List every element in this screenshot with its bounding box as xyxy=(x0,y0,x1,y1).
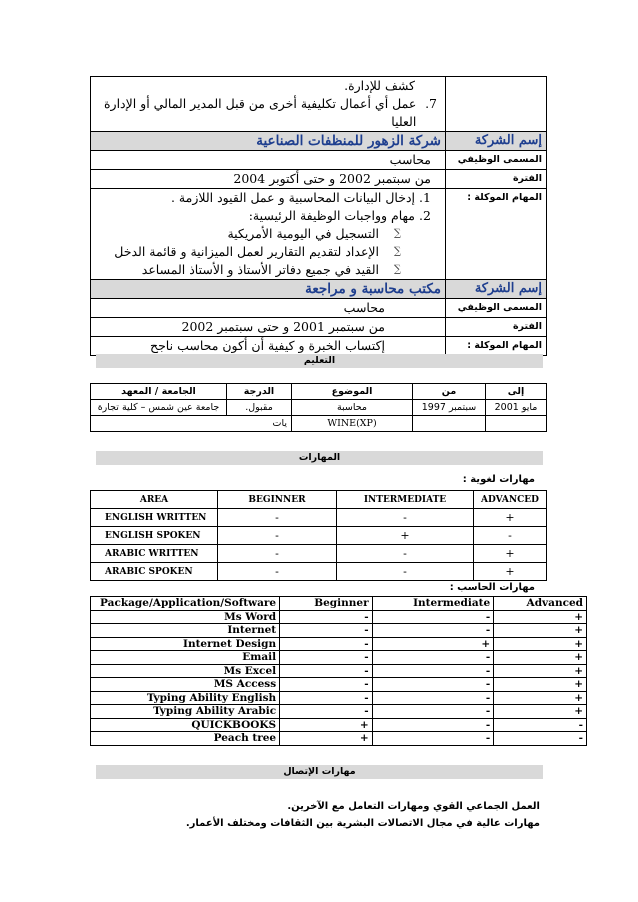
computer-skill-row xyxy=(91,705,587,719)
computer-skill-row xyxy=(91,637,587,651)
skill-name: MS Access xyxy=(91,678,280,692)
computer-skill-row xyxy=(91,610,587,624)
edu-from: سبتمبر 1997 xyxy=(413,400,486,416)
language-beginner: - xyxy=(218,509,337,527)
task-text: عمل أي أعمال تكليفية أخرى من قبل المدير المالي أو الإدارة العليا xyxy=(103,96,417,129)
skill-advanced: + xyxy=(494,624,587,638)
skill-beginner: - xyxy=(280,691,373,705)
header-from: من xyxy=(413,384,486,400)
skill-advanced: + xyxy=(494,610,587,624)
skill-intermediate: + xyxy=(372,637,494,651)
header-subject: الموضوع xyxy=(292,384,413,400)
task-item: 2. مهام وواجبات الوظيفة الرئيسية: xyxy=(95,207,415,225)
communication-skills xyxy=(186,798,540,832)
skills-section-bar: المهارات xyxy=(96,451,543,465)
job2-company-row xyxy=(91,280,547,299)
language-beginner: - xyxy=(218,527,337,545)
skill-intermediate: - xyxy=(372,691,494,705)
edu-subject: WINE(XP) xyxy=(292,416,413,432)
tasks-label: المهام الموكلة : xyxy=(446,337,547,356)
language-intermediate: - xyxy=(337,509,474,527)
skill-intermediate: - xyxy=(372,678,494,692)
computer-skills-table xyxy=(90,596,587,746)
skill-name: Typing Ability English xyxy=(91,691,280,705)
subtask-list xyxy=(95,225,441,279)
computer-skills-caption: مهارات الحاسب : xyxy=(449,582,535,593)
skill-name: Internet Design xyxy=(91,637,280,651)
education-table xyxy=(90,383,547,432)
education-row xyxy=(91,400,547,416)
language-area: ARABIC WRITTEN xyxy=(91,545,218,563)
computer-skill-row xyxy=(91,651,587,665)
education-section-bar: التعليم xyxy=(96,354,543,368)
header-package: Package/Application/Software xyxy=(91,597,280,611)
language-skills-table xyxy=(90,490,547,581)
skill-intermediate: - xyxy=(372,624,494,638)
skill-advanced: + xyxy=(494,651,587,665)
job-title: محاسب xyxy=(91,151,446,170)
computer-skill-row xyxy=(91,691,587,705)
communication-line: مهارات عالية في مجال الاتصالات البشرية بين الثقافات ومختلف الأعمار. xyxy=(185,818,540,829)
continued-tasks-cell xyxy=(91,77,446,132)
period-label: الفترة xyxy=(446,318,547,337)
computer-skill-row xyxy=(91,664,587,678)
language-skills-caption: مهارات لغوية : xyxy=(462,474,535,485)
skill-beginner: - xyxy=(280,651,373,665)
job-period: من سبتمبر 2001 و حتى سبتمبر 2002 xyxy=(91,318,446,337)
skill-intermediate: - xyxy=(372,610,494,624)
language-header-row xyxy=(91,491,547,509)
language-area: ARABIC SPOKEN xyxy=(91,563,218,581)
edu-degree: مقبول. xyxy=(227,400,292,416)
skill-intermediate: - xyxy=(372,664,494,678)
task-number: 7. xyxy=(425,96,437,111)
computer-skills-body xyxy=(91,610,587,745)
language-row xyxy=(91,527,547,545)
skill-advanced: - xyxy=(494,732,587,746)
language-intermediate: - xyxy=(337,563,474,581)
skill-beginner: - xyxy=(280,624,373,638)
job2-tasks-row xyxy=(91,337,547,356)
subtask-item: ∑ الإعداد لتقديم التقارير لعمل الميزانية و قائمة الدخل xyxy=(95,243,379,261)
job1-tasks-row xyxy=(91,189,547,280)
edu-to: مايو 2001 xyxy=(486,400,547,416)
skill-name: Internet xyxy=(91,624,280,638)
title-label: المسمى الوظيفي xyxy=(446,151,547,170)
computer-skill-row xyxy=(91,678,587,692)
company-label: إسم الشركة xyxy=(446,280,547,299)
language-beginner: - xyxy=(218,563,337,581)
continued-tasks-row xyxy=(91,77,547,132)
header-degree: الدرجة xyxy=(227,384,292,400)
job1-period-row xyxy=(91,170,547,189)
company-label: إسم الشركة xyxy=(446,132,547,151)
job1-company-row xyxy=(91,132,547,151)
skill-advanced: - xyxy=(494,718,587,732)
edu-university: يات xyxy=(272,418,287,429)
language-row xyxy=(91,563,547,581)
subtask-item: ∑ القيد في جميع دفاتر الأستاذ و الأستاذ المساعد xyxy=(95,261,379,279)
company-name: مكتب محاسبة و مراجعة xyxy=(91,280,446,299)
tasks-label: المهام الموكلة : xyxy=(446,189,547,280)
header-beginner: BEGINNER xyxy=(218,491,337,509)
skill-beginner: - xyxy=(280,610,373,624)
language-row xyxy=(91,509,547,527)
computer-skill-row xyxy=(91,718,587,732)
continued-task-line: كشف للإدارة. xyxy=(344,78,415,93)
skill-intermediate: - xyxy=(372,651,494,665)
computer-header-row xyxy=(91,597,587,611)
job2-title-row xyxy=(91,299,547,318)
skill-advanced: + xyxy=(494,705,587,719)
language-advanced: + xyxy=(474,563,547,581)
edu-subject: محاسبة xyxy=(292,400,413,416)
job-tasks xyxy=(91,189,446,280)
skill-advanced: + xyxy=(494,678,587,692)
header-beginner: Beginner xyxy=(280,597,373,611)
language-area: ENGLISH WRITTEN xyxy=(91,509,218,527)
language-area: ENGLISH SPOKEN xyxy=(91,527,218,545)
edu-university: جامعة عين شمس – كلية تجارة xyxy=(91,400,227,416)
header-to: إلى xyxy=(486,384,547,400)
job2-period-row xyxy=(91,318,547,337)
computer-skill-row xyxy=(91,624,587,638)
skill-advanced: + xyxy=(494,691,587,705)
communication-line: العمل الجماعي القوي ومهارات التعامل مع الآخرين. xyxy=(287,801,540,812)
skill-name: QUICKBOOKS xyxy=(91,718,280,732)
skill-name: Typing Ability Arabic xyxy=(91,705,280,719)
skill-intermediate: - xyxy=(372,732,494,746)
skill-name: Email xyxy=(91,651,280,665)
communication-section-bar: مهارات الإتصال xyxy=(96,765,543,779)
skill-beginner: - xyxy=(280,678,373,692)
skill-advanced: + xyxy=(494,664,587,678)
skill-intermediate: - xyxy=(372,705,494,719)
job-title: محاسب xyxy=(91,299,446,318)
language-advanced: + xyxy=(474,545,547,563)
header-area: AREA xyxy=(91,491,218,509)
language-advanced: - xyxy=(474,527,547,545)
title-label: المسمى الوظيفي xyxy=(446,299,547,318)
skill-name: Ms Word xyxy=(91,610,280,624)
subtask-item: ∑ التسجيل في اليومية الأمريكية xyxy=(95,225,379,243)
header-advanced: ADVANCED xyxy=(474,491,547,509)
task-list xyxy=(95,189,441,225)
computer-skill-row xyxy=(91,732,587,746)
header-university: الجامعة / المعهد xyxy=(91,384,227,400)
language-intermediate: + xyxy=(337,527,474,545)
header-advanced: Advanced xyxy=(494,597,587,611)
experience-table xyxy=(90,76,547,356)
skill-beginner: + xyxy=(280,718,373,732)
job-period: من سبتمبر 2002 و حتى أكتوبر 2004 xyxy=(91,170,446,189)
language-intermediate: - xyxy=(337,545,474,563)
job-tasks: إكتساب الخبرة و كيفية أن أكون محاسب ناجح xyxy=(91,337,446,356)
language-advanced: + xyxy=(474,509,547,527)
skill-beginner: - xyxy=(280,705,373,719)
company-name: شركة الزهور للمنظفات الصناعية xyxy=(91,132,446,151)
header-intermediate: Intermediate xyxy=(372,597,494,611)
job1-title-row xyxy=(91,151,547,170)
skill-name: Ms Excel xyxy=(91,664,280,678)
skill-beginner: - xyxy=(280,637,373,651)
language-row xyxy=(91,545,547,563)
header-intermediate: INTERMEDIATE xyxy=(337,491,474,509)
education-header-row xyxy=(91,384,547,400)
skill-name: Peach tree xyxy=(91,732,280,746)
education-row xyxy=(91,416,547,432)
skill-beginner: - xyxy=(280,664,373,678)
period-label: الفترة xyxy=(446,170,547,189)
skill-beginner: + xyxy=(280,732,373,746)
skill-advanced: + xyxy=(494,637,587,651)
language-beginner: - xyxy=(218,545,337,563)
task-item: 1. إدخال البيانات المحاسبية و عمل القيود اللازمة . xyxy=(95,189,415,207)
skill-intermediate: - xyxy=(372,718,494,732)
